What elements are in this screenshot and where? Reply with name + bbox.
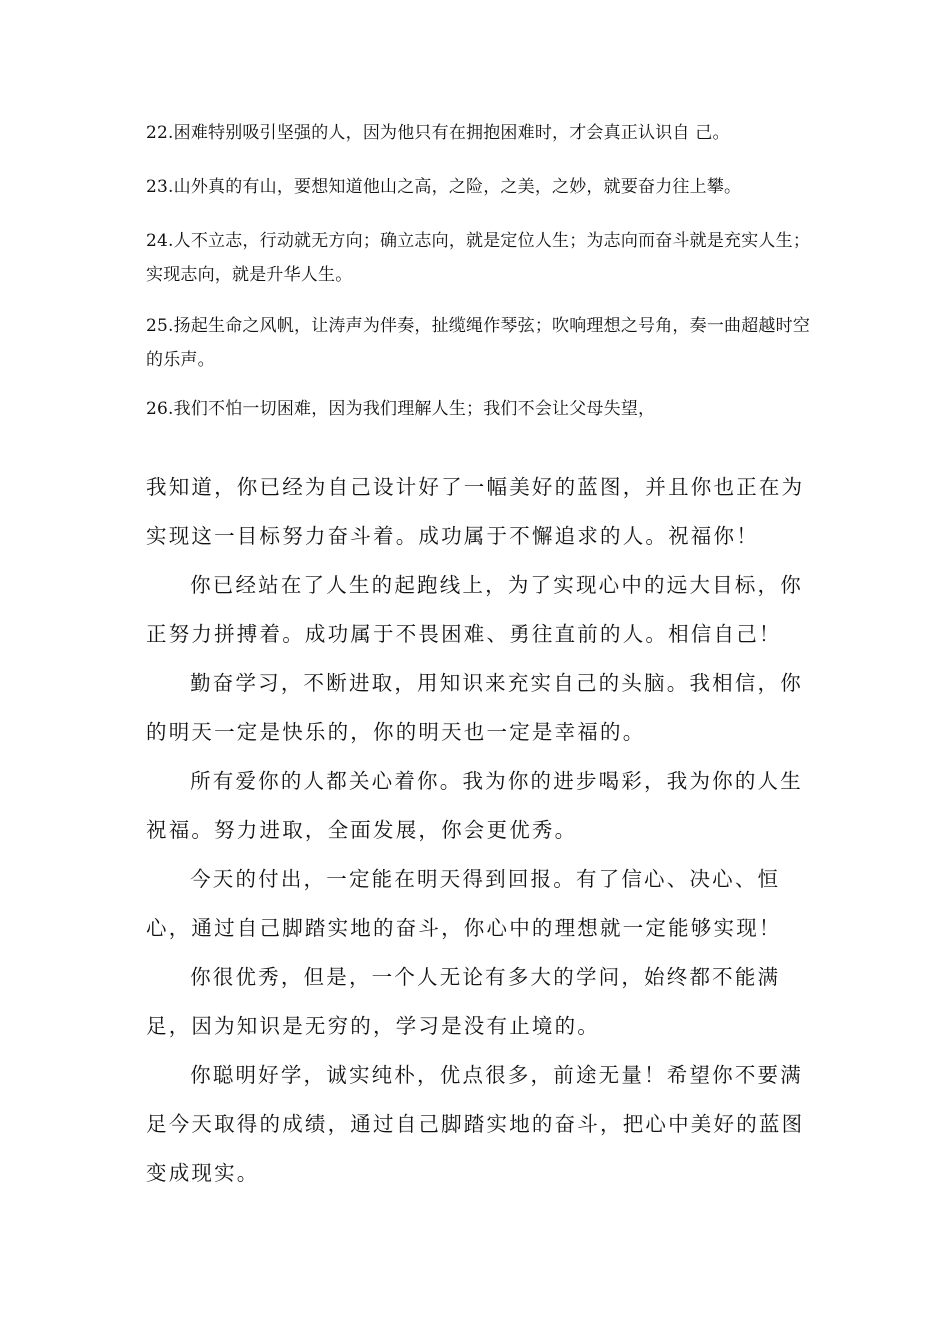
numbered-item-24: 24.人不立志，行动就无方向；确立志向，就是定位人生；为志向而奋斗就是充实人生；实现志向，就是升华人生。 <box>146 231 811 285</box>
paragraph: 所有爱你的人都关心着你。我为你的进步喝彩，我为你的人生祝福。努力进取，全面发展，你会更优秀。 <box>146 769 803 842</box>
numbered-item-26: 26.我们不怕一切困难，因为我们理解人生；我们不会让父母失望， <box>146 399 656 419</box>
numbered-item-23: 23.山外真的有山，要想知道他山之高，之险，之美，之妙，就要奋力往上攀。 <box>146 177 742 197</box>
encouragement-section <box>146 463 814 1198</box>
paragraph: 你很优秀，但是，一个人无论有多大的学问，始终都不能满足，因为知识是无穷的，学习是没有止境的。 <box>146 965 781 1038</box>
paragraph: 今天的付出，一定能在明天得到回报。有了信心、决心、恒心，通过自己脚踏实地的奋斗，你心中的理想就一定能够实现！ <box>146 867 782 940</box>
numbered-item-22: 22.困难特别吸引坚强的人，因为他只有在拥抱困难时，才会真正认识自 己。 <box>146 123 730 143</box>
paragraph: 我知道，你已经为自己设计好了一幅美好的蓝图，并且你也正在为实现这一目标努力奋斗着。成功属于不懈追求的人。祝福你！ <box>146 475 805 548</box>
numbered-item-25: 25.扬起生命之风帆，让涛声为伴奏，扯缆绳作琴弦；吹响理想之号角，奏一曲超越时空的乐声。 <box>146 316 811 370</box>
paragraph: 你聪明好学，诚实纯朴，优点很多，前途无量！希望你不要满足今天取得的成绩，通过自己脚踏实地的奋斗，把心中美好的蓝图变成现实。 <box>146 1063 805 1185</box>
paragraph: 勤奋学习，不断进取，用知识来充实自己的头脑。我相信，你的明天一定是快乐的，你的明天也一定是幸福的。 <box>146 671 803 744</box>
paragraph: 你已经站在了人生的起跑线上，为了实现心中的远大目标，你正努力拼搏着。成功属于不畏困难、勇往直前的人。相信自己！ <box>146 573 803 646</box>
